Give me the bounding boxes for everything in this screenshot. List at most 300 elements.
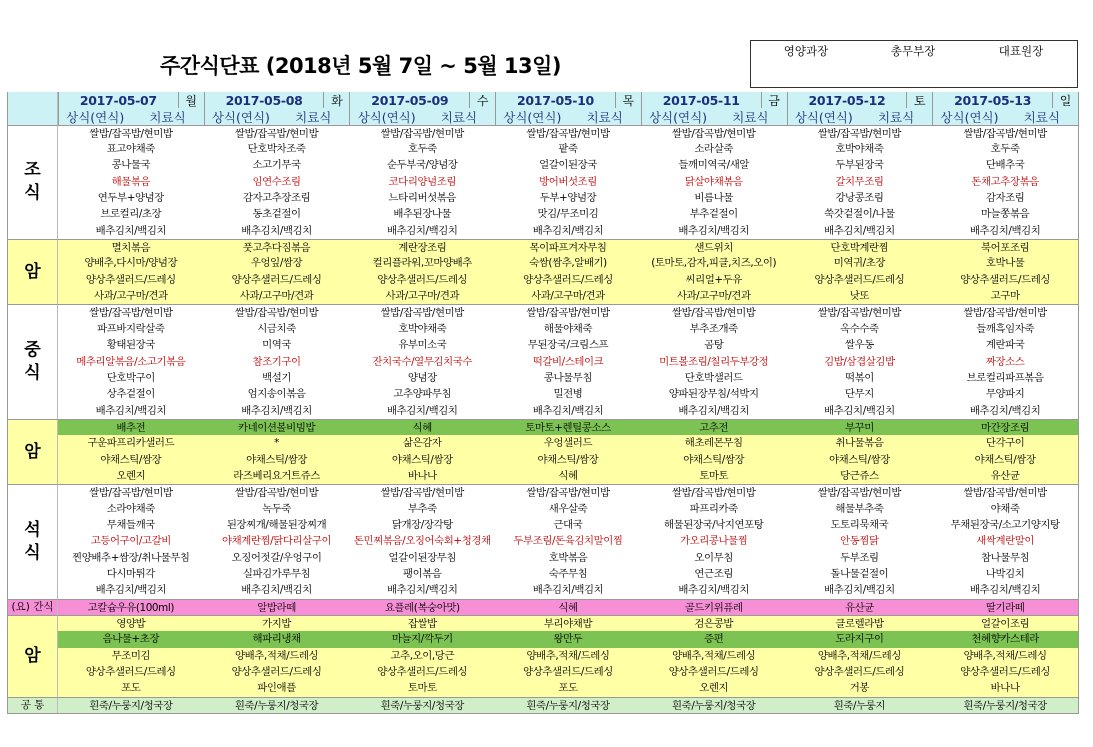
menu-cell: 두부된장국 bbox=[835, 159, 884, 172]
day-weekday: 월 bbox=[178, 92, 204, 109]
menu-cell: 임연수조림 bbox=[252, 175, 301, 188]
menu-cell: 맛김/무조미김 bbox=[537, 208, 599, 221]
menu-cell: 양상추샐러드/드레싱 bbox=[932, 664, 1078, 680]
menu-cell: 양상추샐러드/드레싱 bbox=[204, 664, 350, 680]
menu-cell: 양상추샐러드/드레싱 bbox=[495, 272, 641, 288]
diet-regular-label: 상식(연식) bbox=[794, 109, 853, 125]
menu-cell: 호두죽 bbox=[990, 143, 1020, 156]
menu-cell: 야채스틱/쌈장 bbox=[495, 452, 641, 468]
menu-cell: 양상추샐러드/드레싱 bbox=[932, 272, 1078, 288]
menu-cell: 배추전 bbox=[58, 419, 204, 435]
menu-cell: 메추리알볶음/소고기볶음 bbox=[76, 355, 186, 368]
diet-type-header bbox=[641, 108, 787, 124]
menu-cell: 사과/고구마/견과 bbox=[58, 288, 204, 304]
menu-cell: 양배추,적채/드레싱 bbox=[641, 648, 787, 664]
menu-cell: * bbox=[204, 435, 350, 451]
section-label-breakfast: 조 식 bbox=[8, 125, 58, 239]
menu-cell: 부추조개죽 bbox=[689, 322, 738, 335]
menu-cell: 배추김치/백김치 bbox=[95, 584, 167, 597]
day-weekday: 화 bbox=[323, 92, 349, 109]
menu-cell: 사과/고구마/견과 bbox=[495, 288, 641, 304]
menu-cell: 부추겉절이 bbox=[689, 208, 738, 221]
menu-cell: 돈채고추장볶음 bbox=[971, 175, 1039, 188]
menu-cell: 감자조림 bbox=[985, 192, 1025, 205]
menu-cell: 고등어구이/고갈비 bbox=[90, 535, 171, 548]
menu-cell: 쌀밥/잡곡밥/현미밥 bbox=[204, 304, 350, 320]
day-weekday: 목 bbox=[615, 92, 641, 109]
day-weekday: 수 bbox=[469, 92, 495, 109]
menu-cell: 새싹계란말이 bbox=[976, 535, 1035, 548]
menu-cell: 바나나 bbox=[349, 468, 495, 484]
menu-cell: 마간장조림 bbox=[932, 419, 1078, 435]
menu-cell: 두부조림 bbox=[840, 551, 879, 564]
page-title: 주간식단표 (2018년 5월 7일 ~ 5월 13일) bbox=[160, 54, 562, 78]
menu-cell: 쌀밥/잡곡밥/현미밥 bbox=[349, 484, 495, 500]
menu-cell: 가오리콩나물찜 bbox=[679, 535, 748, 548]
menu-cell: 유산균 bbox=[787, 599, 933, 615]
menu-cell: 도토리묵채국 bbox=[830, 518, 889, 531]
menu-cell: 양상추샐러드/드레싱 bbox=[58, 664, 204, 680]
menu-cell: 사과/고구마/견과 bbox=[349, 288, 495, 304]
day-date: 2017-05-10 bbox=[517, 92, 594, 108]
menu-cell: 해물볶음 bbox=[111, 175, 151, 188]
menu-cell: 흰죽/누룽지/청국장 bbox=[932, 697, 1078, 713]
menu-cell: 배추김치/백김치 bbox=[969, 584, 1041, 597]
day-date: 2017-05-09 bbox=[371, 92, 449, 108]
menu-cell: 사과/고구마/견과 bbox=[204, 288, 350, 304]
menu-cell: 마늘쫑볶음 bbox=[981, 208, 1030, 221]
menu-cell: 배추김치/백김치 bbox=[678, 584, 749, 597]
day-weekday: 금 bbox=[761, 92, 787, 109]
menu-cell: 동초겉절이 bbox=[252, 208, 301, 221]
menu-cell: 흰죽/누룽지/청국장 bbox=[349, 697, 495, 713]
menu-cell: 야채죽 bbox=[990, 502, 1020, 515]
menu-cell: 표고야채죽 bbox=[106, 143, 155, 156]
menu-cell: 쌀밥/잡곡밥/현미밥 bbox=[932, 484, 1078, 500]
day-date: 2017-05-11 bbox=[662, 92, 740, 108]
menu-cell: 멸치볶음 bbox=[58, 239, 204, 255]
day-header bbox=[204, 92, 350, 108]
menu-cell: 배추김치/백김치 bbox=[824, 404, 895, 417]
menu-cell: 강낭콩조림 bbox=[835, 192, 884, 205]
menu-cell: 호두죽 bbox=[407, 143, 437, 156]
menu-cell: 단호박구이 bbox=[106, 371, 155, 384]
menu-cell: 쌀우동 bbox=[844, 339, 874, 352]
menu-cell: 영양밥 bbox=[58, 615, 204, 631]
menu-cell: 양상추샐러드/드레싱 bbox=[787, 664, 933, 680]
menu-cell: 야채스틱/쌈장 bbox=[349, 452, 495, 468]
menu-cell: 나박김치 bbox=[985, 567, 1025, 580]
menu-cell: 고칼슘우유(100ml) bbox=[58, 599, 204, 615]
menu-cell: 쌀밥/잡곡밥/현미밥 bbox=[932, 304, 1078, 320]
menu-cell: 고구마 bbox=[932, 288, 1078, 304]
diet-type-header bbox=[58, 108, 204, 124]
menu-cell: 잡쌀밥 bbox=[349, 615, 495, 631]
diet-type-header bbox=[495, 108, 641, 124]
menu-cell: 콩나물무침 bbox=[543, 371, 593, 384]
menu-cell: 양상추샐러드/드레싱 bbox=[641, 664, 787, 680]
menu-cell: 쌀밥/잡곡밥/현미밥 bbox=[641, 484, 787, 500]
menu-cell: 쌀밥/잡곡밥/현미밥 bbox=[495, 484, 641, 500]
menu-cell: 숙주무침 bbox=[548, 567, 588, 580]
diet-therapeutic-label: 치료식 bbox=[1023, 109, 1060, 125]
menu-cell: 샌드위치 bbox=[641, 239, 787, 255]
diet-type-header bbox=[932, 108, 1078, 124]
menu-cell: 구운파프리카샐러드 bbox=[58, 435, 204, 451]
menu-cell: 쌀밥/잡곡밥/현미밥 bbox=[204, 125, 350, 141]
menu-cell: 야채스틱/쌈장 bbox=[641, 452, 787, 468]
day-date: 2017-05-12 bbox=[808, 92, 886, 108]
day-header bbox=[787, 92, 933, 108]
menu-cell: 안동찜닭 bbox=[840, 535, 879, 548]
menu-cell: 우엉잎/쌈장 bbox=[204, 255, 350, 271]
day-header bbox=[349, 92, 495, 108]
section-label-snack2: 암 bbox=[8, 419, 58, 484]
menu-cell: 흰죽/누룽지/청국장 bbox=[204, 697, 350, 713]
menu-cell: 요플레(복숭아맛) bbox=[349, 599, 495, 615]
menu-cell: 토마토 bbox=[349, 680, 495, 696]
menu-cell: 양상추샐러드/드레싱 bbox=[349, 664, 495, 680]
menu-cell: 삶은감자 bbox=[349, 435, 495, 451]
menu-cell: 쌀밥/잡곡밥/현미밥 bbox=[58, 484, 204, 500]
menu-cell: 파인애플 bbox=[204, 680, 350, 696]
menu-cell: 당근쥬스 bbox=[787, 468, 933, 484]
menu-cell: 씨리얼+두유 bbox=[641, 272, 787, 288]
menu-cell: 토마토+렌틸콩소스 bbox=[495, 419, 641, 435]
menu-cell: 쌀밥/잡곡밥/현미밥 bbox=[641, 125, 787, 141]
menu-cell: 야채스틱/쌈장 bbox=[58, 452, 204, 468]
menu-cell: 시금치죽 bbox=[257, 322, 296, 335]
menu-cell: 황태된장국 bbox=[106, 339, 155, 352]
menu-cell: (토마토,감자,피클,치즈,오이) bbox=[641, 255, 787, 271]
menu-cell: 쌀밥/잡곡밥/현미밥 bbox=[932, 125, 1078, 141]
menu-cell: 연두부+양념장 bbox=[97, 192, 164, 205]
menu-cell: 양배추,적채/드레싱 bbox=[204, 648, 350, 664]
menu-cell: 소고기무국 bbox=[252, 159, 301, 172]
menu-cell: 취나물볶음 bbox=[787, 435, 933, 451]
diet-type-header bbox=[349, 108, 495, 124]
approval-director: 대표원장 bbox=[998, 44, 1044, 58]
menu-cell: 녹두죽 bbox=[262, 502, 292, 515]
menu-cell: 얼갈이된장무침 bbox=[388, 551, 457, 564]
diet-therapeutic-label: 치료식 bbox=[440, 109, 478, 125]
menu-cell: 해초레몬무침 bbox=[641, 435, 787, 451]
menu-cell: 천혜향카스테라 bbox=[932, 631, 1078, 647]
menu-cell: 식혜 bbox=[495, 468, 641, 484]
diet-regular-label: 상식(연식) bbox=[211, 109, 270, 125]
menu-cell: 유산균 bbox=[932, 468, 1078, 484]
menu-cell: 낫또 bbox=[787, 288, 933, 304]
day-date: 2017-05-08 bbox=[225, 92, 303, 108]
menu-cell: 소라야채죽 bbox=[106, 502, 155, 515]
menu-cell: 밀전병 bbox=[553, 388, 583, 401]
menu-cell: 쌀밥/잡곡밥/현미밥 bbox=[787, 484, 933, 500]
menu-cell: 왕만두 bbox=[495, 631, 641, 647]
menu-cell: 찐양배추+쌈장/취나물무침 bbox=[72, 551, 190, 564]
menu-cell: 계란장조림 bbox=[349, 239, 495, 255]
menu-cell: 단무지 bbox=[844, 388, 874, 401]
menu-cell: 닭살야채볶음 bbox=[684, 175, 743, 188]
menu-cell: 해물부추죽 bbox=[835, 502, 884, 515]
menu-cell: 쌀밥/잡곡밥/현미밥 bbox=[641, 304, 787, 320]
diet-therapeutic-label: 치료식 bbox=[149, 109, 186, 125]
menu-cell: 콩나물국 bbox=[111, 159, 151, 172]
menu-cell: 고추,오이,당근 bbox=[349, 648, 495, 664]
menu-cell: 배추김치/백김치 bbox=[678, 404, 749, 417]
day-header bbox=[495, 92, 641, 108]
menu-cell: 단각구이 bbox=[932, 435, 1078, 451]
menu-cell: 단호박차조죽 bbox=[247, 143, 306, 156]
header-corner bbox=[8, 92, 58, 108]
menu-cell: 계란파국 bbox=[985, 339, 1025, 352]
menu-cell: 쌀밥/잡곡밥/현미밥 bbox=[787, 304, 933, 320]
menu-cell: 사과/고구마/견과 bbox=[641, 288, 787, 304]
menu-cell: 다시마튀각 bbox=[106, 567, 155, 580]
menu-cell: 무조미김 bbox=[58, 648, 204, 664]
menu-cell: 무채들깨국 bbox=[106, 518, 155, 531]
menu-cell: 토마토 bbox=[641, 468, 787, 484]
menu-cell: 연근조림 bbox=[694, 567, 733, 580]
menu-cell: 양상추샐러드/드레싱 bbox=[349, 272, 495, 288]
day-date: 2017-05-13 bbox=[954, 92, 1032, 108]
menu-cell: 바나나 bbox=[932, 680, 1078, 696]
menu-cell: 브로컬리/초장 bbox=[100, 208, 162, 221]
menu-cell: 단호박샐러드 bbox=[684, 371, 743, 384]
section-label-night-snack: (요) 간식 bbox=[8, 599, 58, 615]
menu-cell: 음나물+초장 bbox=[58, 631, 204, 647]
menu-cell: 카네이션볼비빔밥 bbox=[204, 419, 350, 435]
menu-cell: 쌀밥/잡곡밥/현미밥 bbox=[495, 304, 641, 320]
menu-cell: 포도 bbox=[495, 680, 641, 696]
menu-cell: 참나물무침 bbox=[981, 551, 1030, 564]
menu-cell: 오렌지 bbox=[641, 680, 787, 696]
menu-cell: 단배추국 bbox=[985, 159, 1025, 172]
menu-cell: 엄지송이볶음 bbox=[247, 388, 306, 401]
diet-regular-label: 상식(연식) bbox=[940, 109, 999, 125]
menu-cell: 무된장국/크림스프 bbox=[527, 339, 609, 352]
menu-cell: 흰죽/누룽지/청국장 bbox=[58, 697, 204, 713]
menu-cell: 배추김치/백김치 bbox=[387, 404, 458, 417]
day-weekday: 토 bbox=[906, 92, 932, 109]
weekly-menu-table bbox=[7, 92, 1079, 714]
menu-cell: 양상추샐러드/드레싱 bbox=[495, 664, 641, 680]
menu-cell: 증편 bbox=[641, 631, 787, 647]
menu-cell: 두부+양념장 bbox=[539, 192, 597, 205]
menu-cell: 두부조림/돈육김치말이찜 bbox=[513, 535, 623, 548]
menu-cell: 파프리카죽 bbox=[689, 502, 738, 515]
menu-cell: 오렌지 bbox=[58, 468, 204, 484]
menu-cell: 팥죽 bbox=[558, 143, 578, 156]
menu-cell: 골드키위퓨레 bbox=[641, 599, 787, 615]
diet-therapeutic-label: 치료식 bbox=[877, 109, 915, 125]
menu-cell: 배추김치/백김치 bbox=[241, 404, 312, 417]
menu-cell: 식혜 bbox=[495, 599, 641, 615]
menu-cell: 근대국 bbox=[553, 518, 583, 531]
menu-cell: 양념장 bbox=[407, 371, 437, 384]
menu-cell: 비름나물 bbox=[694, 192, 733, 205]
menu-cell: 거봉 bbox=[787, 680, 933, 696]
diet-therapeutic-label: 치료식 bbox=[732, 109, 769, 125]
menu-cell: 쌀밥/잡곡밥/현미밥 bbox=[349, 125, 495, 141]
menu-cell: 참조기구이 bbox=[252, 355, 301, 368]
menu-cell: 풋고추다짐볶음 bbox=[204, 239, 350, 255]
menu-cell: 도라지구이 bbox=[787, 631, 933, 647]
menu-cell: 소라살죽 bbox=[694, 143, 733, 156]
menu-cell: 배추김치/백김치 bbox=[824, 224, 895, 237]
menu-cell: 잔치국수/열무김치국수 bbox=[372, 355, 473, 368]
menu-cell: 야채스틱/쌈장 bbox=[932, 452, 1078, 468]
menu-cell: 상추겉절이 bbox=[106, 388, 155, 401]
menu-cell: 순두부국/양념장 bbox=[387, 159, 458, 172]
menu-cell: 배추김치/백김치 bbox=[532, 404, 604, 417]
menu-cell: 포도 bbox=[58, 680, 204, 696]
menu-cell: 쌀밥/잡곡밥/현미밥 bbox=[787, 125, 933, 141]
menu-cell: 양상추샐러드/드레싱 bbox=[58, 272, 204, 288]
menu-cell: 딸기라떼 bbox=[932, 599, 1078, 615]
approval-general-manager: 총무부장 bbox=[890, 44, 936, 58]
menu-cell: 호박나물 bbox=[932, 255, 1078, 271]
menu-cell: 야채스틱/쌈장 bbox=[204, 452, 350, 468]
menu-cell: 양상추샐러드/드레싱 bbox=[787, 272, 933, 288]
menu-cell: 배추김치/백김치 bbox=[969, 224, 1041, 237]
menu-cell: 곰탕 bbox=[704, 339, 724, 352]
menu-cell: 돈민찌볶음/오징어숙회+청경채 bbox=[353, 535, 491, 548]
menu-cell: 클로렐라밥 bbox=[787, 615, 933, 631]
menu-cell: 김밥/삼겹살김밥 bbox=[824, 355, 895, 368]
menu-cell: 가지밥 bbox=[204, 615, 350, 631]
menu-cell: 배추김치/백김치 bbox=[241, 224, 312, 237]
menu-cell: 느타리버섯볶음 bbox=[388, 192, 457, 205]
menu-cell: 파프바지락살죽 bbox=[97, 322, 165, 335]
menu-cell: 쌀밥/잡곡밥/현미밥 bbox=[204, 484, 350, 500]
menu-cell: 북어포조림 bbox=[932, 239, 1078, 255]
menu-cell: 배추김치/백김치 bbox=[387, 584, 458, 597]
section-label-dinner: 석 식 bbox=[8, 484, 58, 598]
menu-cell: 유부미소국 bbox=[398, 339, 447, 352]
menu-cell: 배추김치/백김치 bbox=[532, 224, 604, 237]
menu-cell: 해물야채죽 bbox=[543, 322, 593, 335]
menu-cell: 식혜 bbox=[349, 419, 495, 435]
menu-cell: 흰죽/누룽지/청국장 bbox=[495, 697, 641, 713]
menu-cell: 숙쌈(쌈추,알배기) bbox=[495, 255, 641, 271]
menu-cell: 해물된장국/낙지연포탕 bbox=[663, 518, 764, 531]
menu-cell: 들깨미역국/새알 bbox=[678, 159, 749, 172]
menu-cell: 쌀밥/잡곡밥/현미밥 bbox=[349, 304, 495, 320]
menu-cell: 양파된장무침/석박지 bbox=[668, 388, 759, 401]
menu-cell: 배추김치/백김치 bbox=[387, 224, 458, 237]
menu-cell: 백설기 bbox=[262, 371, 292, 384]
menu-cell: 양배추,적채/드레싱 bbox=[932, 648, 1078, 664]
menu-cell: 마늘지/깍두기 bbox=[349, 631, 495, 647]
approval-box bbox=[750, 40, 1078, 88]
diet-therapeutic-label: 치료식 bbox=[586, 109, 623, 125]
diet-therapeutic-label: 치료식 bbox=[295, 109, 332, 125]
approval-nutrition-manager: 영양과장 bbox=[783, 44, 829, 58]
menu-cell: 쑥갓겉절이/나물 bbox=[824, 208, 895, 221]
day-header bbox=[641, 92, 787, 108]
menu-cell: 배추김치/백김치 bbox=[532, 584, 604, 597]
menu-cell: 쌀밥/잡곡밥/현미밥 bbox=[495, 125, 641, 141]
menu-cell: 단호박계란찜 bbox=[787, 239, 933, 255]
menu-cell: 우엉샐러드 bbox=[495, 435, 641, 451]
day-weekday: 일 bbox=[1052, 92, 1078, 109]
menu-cell: 들깨흑임자죽 bbox=[976, 322, 1035, 335]
section-label-lunch: 중 식 bbox=[8, 304, 58, 418]
menu-cell: 목이파프겨자무침 bbox=[495, 239, 641, 255]
menu-cell: 검은콩밥 bbox=[641, 615, 787, 631]
menu-cell: 팽이볶음 bbox=[403, 567, 442, 580]
diet-regular-label: 상식(연식) bbox=[648, 109, 708, 125]
day-date: 2017-05-07 bbox=[79, 92, 157, 108]
menu-cell: 컬리플라워,꼬마양배추 bbox=[349, 255, 495, 271]
day-header bbox=[58, 92, 204, 108]
menu-cell: 된장찌개/해물된장찌개 bbox=[226, 518, 327, 531]
menu-cell: 방어버섯조림 bbox=[539, 175, 597, 188]
menu-cell: 배추김치/백김치 bbox=[241, 584, 312, 597]
section-label-snack1: 암 bbox=[8, 239, 58, 304]
menu-cell: 미역귀/초장 bbox=[787, 255, 933, 271]
menu-cell: 알밥라떼 bbox=[204, 599, 350, 615]
diet-type-header bbox=[787, 108, 933, 124]
diet-regular-label: 상식(연식) bbox=[357, 109, 416, 125]
menu-cell: 배추김치/백김치 bbox=[95, 224, 167, 237]
menu-cell: 쌀밥/잡곡밥/현미밥 bbox=[58, 125, 204, 141]
header-corner-2 bbox=[8, 108, 58, 124]
menu-cell: 배추김치/백김치 bbox=[678, 224, 749, 237]
menu-cell: 양배추,적채/드레싱 bbox=[787, 648, 933, 664]
menu-cell: 호박야채죽 bbox=[398, 322, 447, 335]
menu-cell: 부리야채밥 bbox=[495, 615, 641, 631]
menu-cell: 배추된장나물 bbox=[393, 208, 452, 221]
menu-cell: 미트볼조림/칠리두부강정 bbox=[659, 355, 769, 368]
menu-cell: 고추양파무침 bbox=[393, 388, 452, 401]
menu-cell: 야채계란찜/닭다리살구이 bbox=[222, 535, 332, 548]
diet-type-header bbox=[204, 108, 350, 124]
menu-cell: 감자고추장조림 bbox=[242, 192, 311, 205]
menu-cell: 돌나물겉절이 bbox=[830, 567, 889, 580]
menu-cell: 실파김가루무침 bbox=[242, 567, 311, 580]
section-label-common: 공 통 bbox=[8, 697, 58, 713]
menu-cell: 양배추,적채/드레싱 bbox=[495, 648, 641, 664]
menu-cell: 라즈베리요거트쥬스 bbox=[204, 468, 350, 484]
menu-cell: 미역국 bbox=[262, 339, 292, 352]
menu-cell: 코다리양념조림 bbox=[388, 175, 457, 188]
menu-cell: 해파리냉채 bbox=[204, 631, 350, 647]
menu-cell: 야채스틱/쌈장 bbox=[787, 452, 933, 468]
menu-cell: 오이무침 bbox=[694, 551, 733, 564]
menu-cell: 옥수수죽 bbox=[840, 322, 879, 335]
menu-cell: 떡갈비/스테이크 bbox=[532, 355, 604, 368]
menu-cell: 갈치무조림 bbox=[835, 175, 884, 188]
menu-cell: 무양파지 bbox=[985, 388, 1025, 401]
diet-regular-label: 상식(연식) bbox=[503, 109, 562, 125]
menu-cell: 배추김치/백김치 bbox=[95, 404, 167, 417]
section-label-snack3: 암 bbox=[8, 615, 58, 697]
menu-cell: 새우살죽 bbox=[548, 502, 588, 515]
menu-cell: 배추김치/백김치 bbox=[824, 584, 895, 597]
menu-cell: 양상추샐러드/드레싱 bbox=[204, 272, 350, 288]
menu-cell: 흰죽/누룽지/청국장 bbox=[641, 697, 787, 713]
menu-cell: 흰죽/누룽지 bbox=[787, 697, 933, 713]
menu-cell: 부추죽 bbox=[407, 502, 437, 515]
diet-regular-label: 상식(연식) bbox=[66, 109, 125, 125]
day-header bbox=[932, 92, 1078, 108]
menu-cell: 쌀밥/잡곡밥/현미밥 bbox=[58, 304, 204, 320]
menu-cell: 닭개장/장각탕 bbox=[391, 518, 453, 531]
menu-cell: 호박볶음 bbox=[548, 551, 588, 564]
menu-cell: 짜장소스 bbox=[985, 355, 1025, 368]
menu-cell: 떡볶이 bbox=[844, 371, 874, 384]
